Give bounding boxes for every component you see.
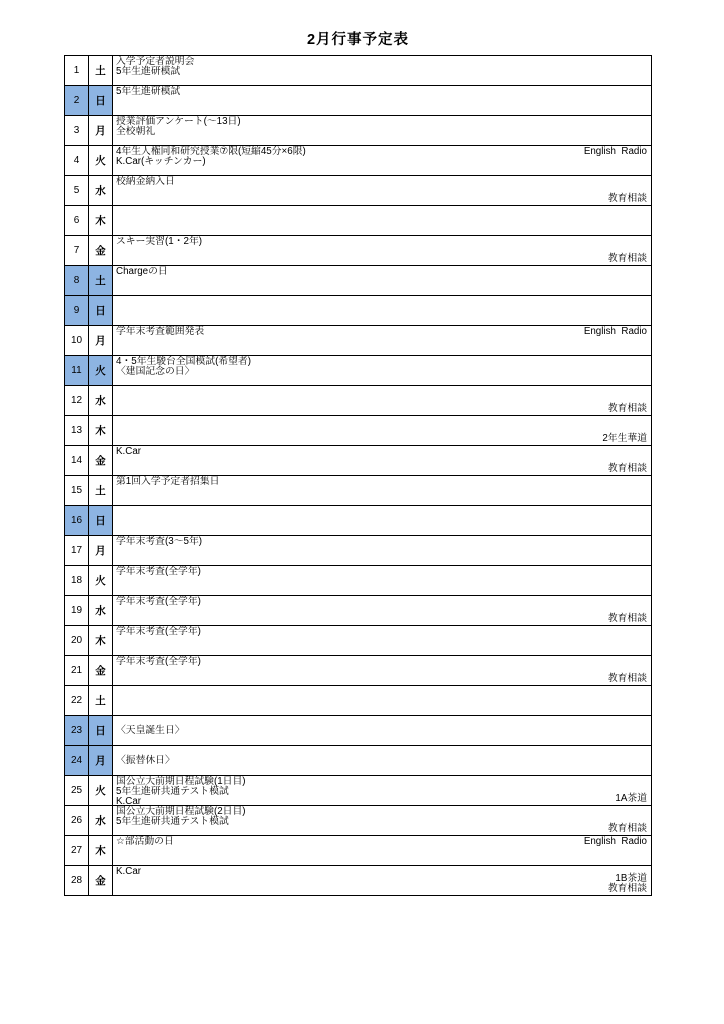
day-number-cell: 5 [65,176,89,205]
events-cell [113,656,651,685]
event-lines [116,747,648,775]
table-row [65,206,651,236]
weekday-cell: 日 [89,86,113,115]
table-row [65,266,651,296]
events-cell [113,116,651,145]
table-row [65,116,651,146]
table-row [65,626,651,656]
events-cell [113,746,651,775]
event-lines [116,327,648,337]
weekday-cell: 火 [89,776,113,805]
weekday-cell: 日 [89,716,113,745]
event-line: K.Car [116,866,142,877]
table-row [65,746,651,776]
right-bottom-note: 1B茶道 [615,872,647,884]
weekday-cell: 金 [89,866,113,895]
right-bottom-note: 教育相談 [607,402,647,414]
event-lines [116,147,648,167]
table-row [65,716,651,746]
table-row [65,656,651,686]
day-number-cell: 8 [65,266,89,295]
event-lines [116,267,648,277]
weekday-cell: 土 [89,266,113,295]
events-cell [113,176,651,205]
event-lines [116,477,648,487]
weekday-cell: 火 [89,356,113,385]
event-line: 入学予定者説明会 [116,56,195,67]
day-number-cell: 27 [65,836,89,865]
event-line: 学年末考査範囲発表 [116,326,205,337]
right-bottom-notes [608,674,647,684]
right-top-note: English Radio [583,146,647,157]
day-number-cell: 7 [65,236,89,265]
right-bottom-note: 教育相談 [607,672,647,684]
event-lines [116,867,648,877]
event-lines [116,717,648,745]
event-lines [116,87,648,97]
event-lines [116,447,648,457]
day-number-cell: 9 [65,296,89,325]
right-bottom-note: 教育相談 [607,252,647,264]
table-row [65,326,651,356]
weekday-cell: 水 [89,176,113,205]
right-bottom-note: 2年生華道 [602,432,647,444]
events-cell [113,416,651,445]
table-row [65,236,651,266]
right-bottom-notes [608,614,647,624]
right-bottom-note: 教育相談 [607,822,647,834]
right-bottom-note: 教育相談 [607,612,647,624]
event-line: 学年末考査(全学年) [116,596,201,607]
day-number-cell: 2 [65,86,89,115]
events-cell [113,626,651,655]
table-row [65,56,651,86]
right-bottom-notes [608,194,647,204]
day-number-cell: 25 [65,776,89,805]
schedule-table [64,55,652,896]
weekday-cell: 木 [89,206,113,235]
event-line: 国公立大前期日程試験(2日目) [116,806,246,817]
events-cell [113,356,651,385]
table-row [65,476,651,506]
table-row [65,356,651,386]
day-number-cell: 16 [65,506,89,535]
events-cell [113,836,651,865]
event-line: 5年生進研共通テスト模試 [116,816,229,828]
right-bottom-notes [608,824,647,834]
day-number-cell: 4 [65,146,89,175]
weekday-cell: 月 [89,116,113,145]
table-row [65,866,651,896]
day-number-cell: 28 [65,866,89,895]
event-line: 全校朝礼 [116,126,156,138]
day-number-cell: 17 [65,536,89,565]
event-line: K.Car [116,796,142,805]
events-cell [113,266,651,295]
events-cell [113,386,651,415]
event-line: 5年生進研模試 [116,66,181,78]
right-bottom-note: 教育相談 [607,882,647,894]
weekday-cell: 金 [89,236,113,265]
day-number-cell: 11 [65,356,89,385]
events-cell [113,86,651,115]
table-row [65,836,651,866]
day-number-cell: 26 [65,806,89,835]
event-line: K.Car(キッチンカー) [116,156,206,168]
event-line: 学年末考査(3～5年) [116,536,203,547]
event-line: 学年末考査(全学年) [116,656,201,667]
right-bottom-notes [615,794,647,804]
table-row [65,596,651,626]
event-line: 〈建国記念の日〉 [116,366,195,378]
event-lines [116,807,648,827]
event-line: K.Car [116,446,142,457]
table-row [65,296,651,326]
day-number-cell: 6 [65,206,89,235]
day-number-cell: 21 [65,656,89,685]
day-number-cell: 12 [65,386,89,415]
event-line: 第1回入学予定者招集日 [116,476,220,487]
right-bottom-notes [608,404,647,414]
event-lines [116,567,648,577]
events-cell [113,806,651,835]
day-number-cell: 15 [65,476,89,505]
events-cell [113,536,651,565]
events-cell [113,446,651,475]
event-lines [116,777,648,805]
event-line: 授業評価アンケート(～13日) [116,116,241,127]
events-cell [113,146,651,175]
day-number-cell: 10 [65,326,89,355]
right-bottom-notes [608,254,647,264]
right-bottom-notes [608,464,647,474]
day-number-cell: 18 [65,566,89,595]
day-number-cell: 24 [65,746,89,775]
events-cell [113,236,651,265]
day-number-cell: 3 [65,116,89,145]
weekday-cell: 金 [89,446,113,475]
table-row [65,146,651,176]
day-number-cell: 20 [65,626,89,655]
events-cell [113,296,651,325]
events-cell [113,56,651,85]
weekday-cell: 水 [89,596,113,625]
day-number-cell: 13 [65,416,89,445]
day-number-cell: 23 [65,716,89,745]
right-bottom-note: 教育相談 [607,462,647,474]
events-cell [113,716,651,745]
table-row [65,446,651,476]
events-cell [113,326,651,355]
events-cell [113,506,651,535]
right-bottom-notes [602,434,647,444]
events-cell [113,776,651,805]
event-lines [116,597,648,607]
events-cell [113,686,651,715]
weekday-cell: 土 [89,686,113,715]
event-line: 〈振替休日〉 [116,754,175,766]
weekday-cell: 水 [89,386,113,415]
weekday-cell: 月 [89,746,113,775]
event-line: 学年末考査(全学年) [116,626,201,637]
table-row [65,86,651,116]
event-lines [116,177,648,187]
page-title: 2月行事予定表 [306,32,410,48]
events-cell [113,866,651,895]
weekday-cell: 土 [89,56,113,85]
table-row [65,506,651,536]
event-lines [116,627,648,637]
event-line: 5年生進研模試 [116,86,181,97]
event-line: 5年生進研共通テスト模試 [116,786,229,798]
event-line: 学年末考査(全学年) [116,566,201,577]
right-top-note: English Radio [583,836,647,847]
weekday-cell: 木 [89,416,113,445]
event-lines [116,837,648,847]
weekday-cell: 月 [89,536,113,565]
weekday-cell: 日 [89,296,113,325]
event-lines [116,237,648,247]
day-number-cell: 1 [65,56,89,85]
table-row [65,686,651,716]
weekday-cell: 金 [89,656,113,685]
event-line: 4・5年生駿台全国模試(希望者) [116,356,251,367]
event-line: スキー実習(1・2年) [116,236,203,247]
table-row [65,536,651,566]
table-row [65,776,651,806]
weekday-cell: 火 [89,566,113,595]
weekday-cell: 月 [89,326,113,355]
table-row [65,566,651,596]
events-cell [113,476,651,505]
weekday-cell: 水 [89,806,113,835]
event-line: Chargeの日 [116,266,168,277]
day-number-cell: 14 [65,446,89,475]
right-bottom-note: 1A茶道 [615,792,647,804]
weekday-cell: 木 [89,626,113,655]
events-cell [113,566,651,595]
weekday-cell: 土 [89,476,113,505]
day-number-cell: 22 [65,686,89,715]
event-line: 国公立大前期日程試験(1日目) [116,776,246,787]
event-line: 4年生人権同和研究授業⑦限(短縮45分×6限) [116,146,306,157]
event-lines [116,657,648,667]
weekday-cell: 木 [89,836,113,865]
event-lines [116,117,648,137]
right-top-note: English Radio [583,326,647,337]
table-row [65,386,651,416]
events-cell [113,206,651,235]
event-lines [116,357,648,377]
day-number-cell: 19 [65,596,89,625]
event-line: 〈天皇誕生日〉 [116,724,185,736]
event-line: 校納金納入日 [116,176,175,187]
weekday-cell: 火 [89,146,113,175]
table-row [65,416,651,446]
table-row [65,806,651,836]
right-bottom-notes [608,874,647,894]
event-line: ☆部活動の日 [116,836,174,847]
right-bottom-note: 教育相談 [607,192,647,204]
table-row [65,176,651,206]
event-lines [116,57,648,77]
event-lines [116,537,648,547]
events-cell [113,596,651,625]
weekday-cell: 日 [89,506,113,535]
